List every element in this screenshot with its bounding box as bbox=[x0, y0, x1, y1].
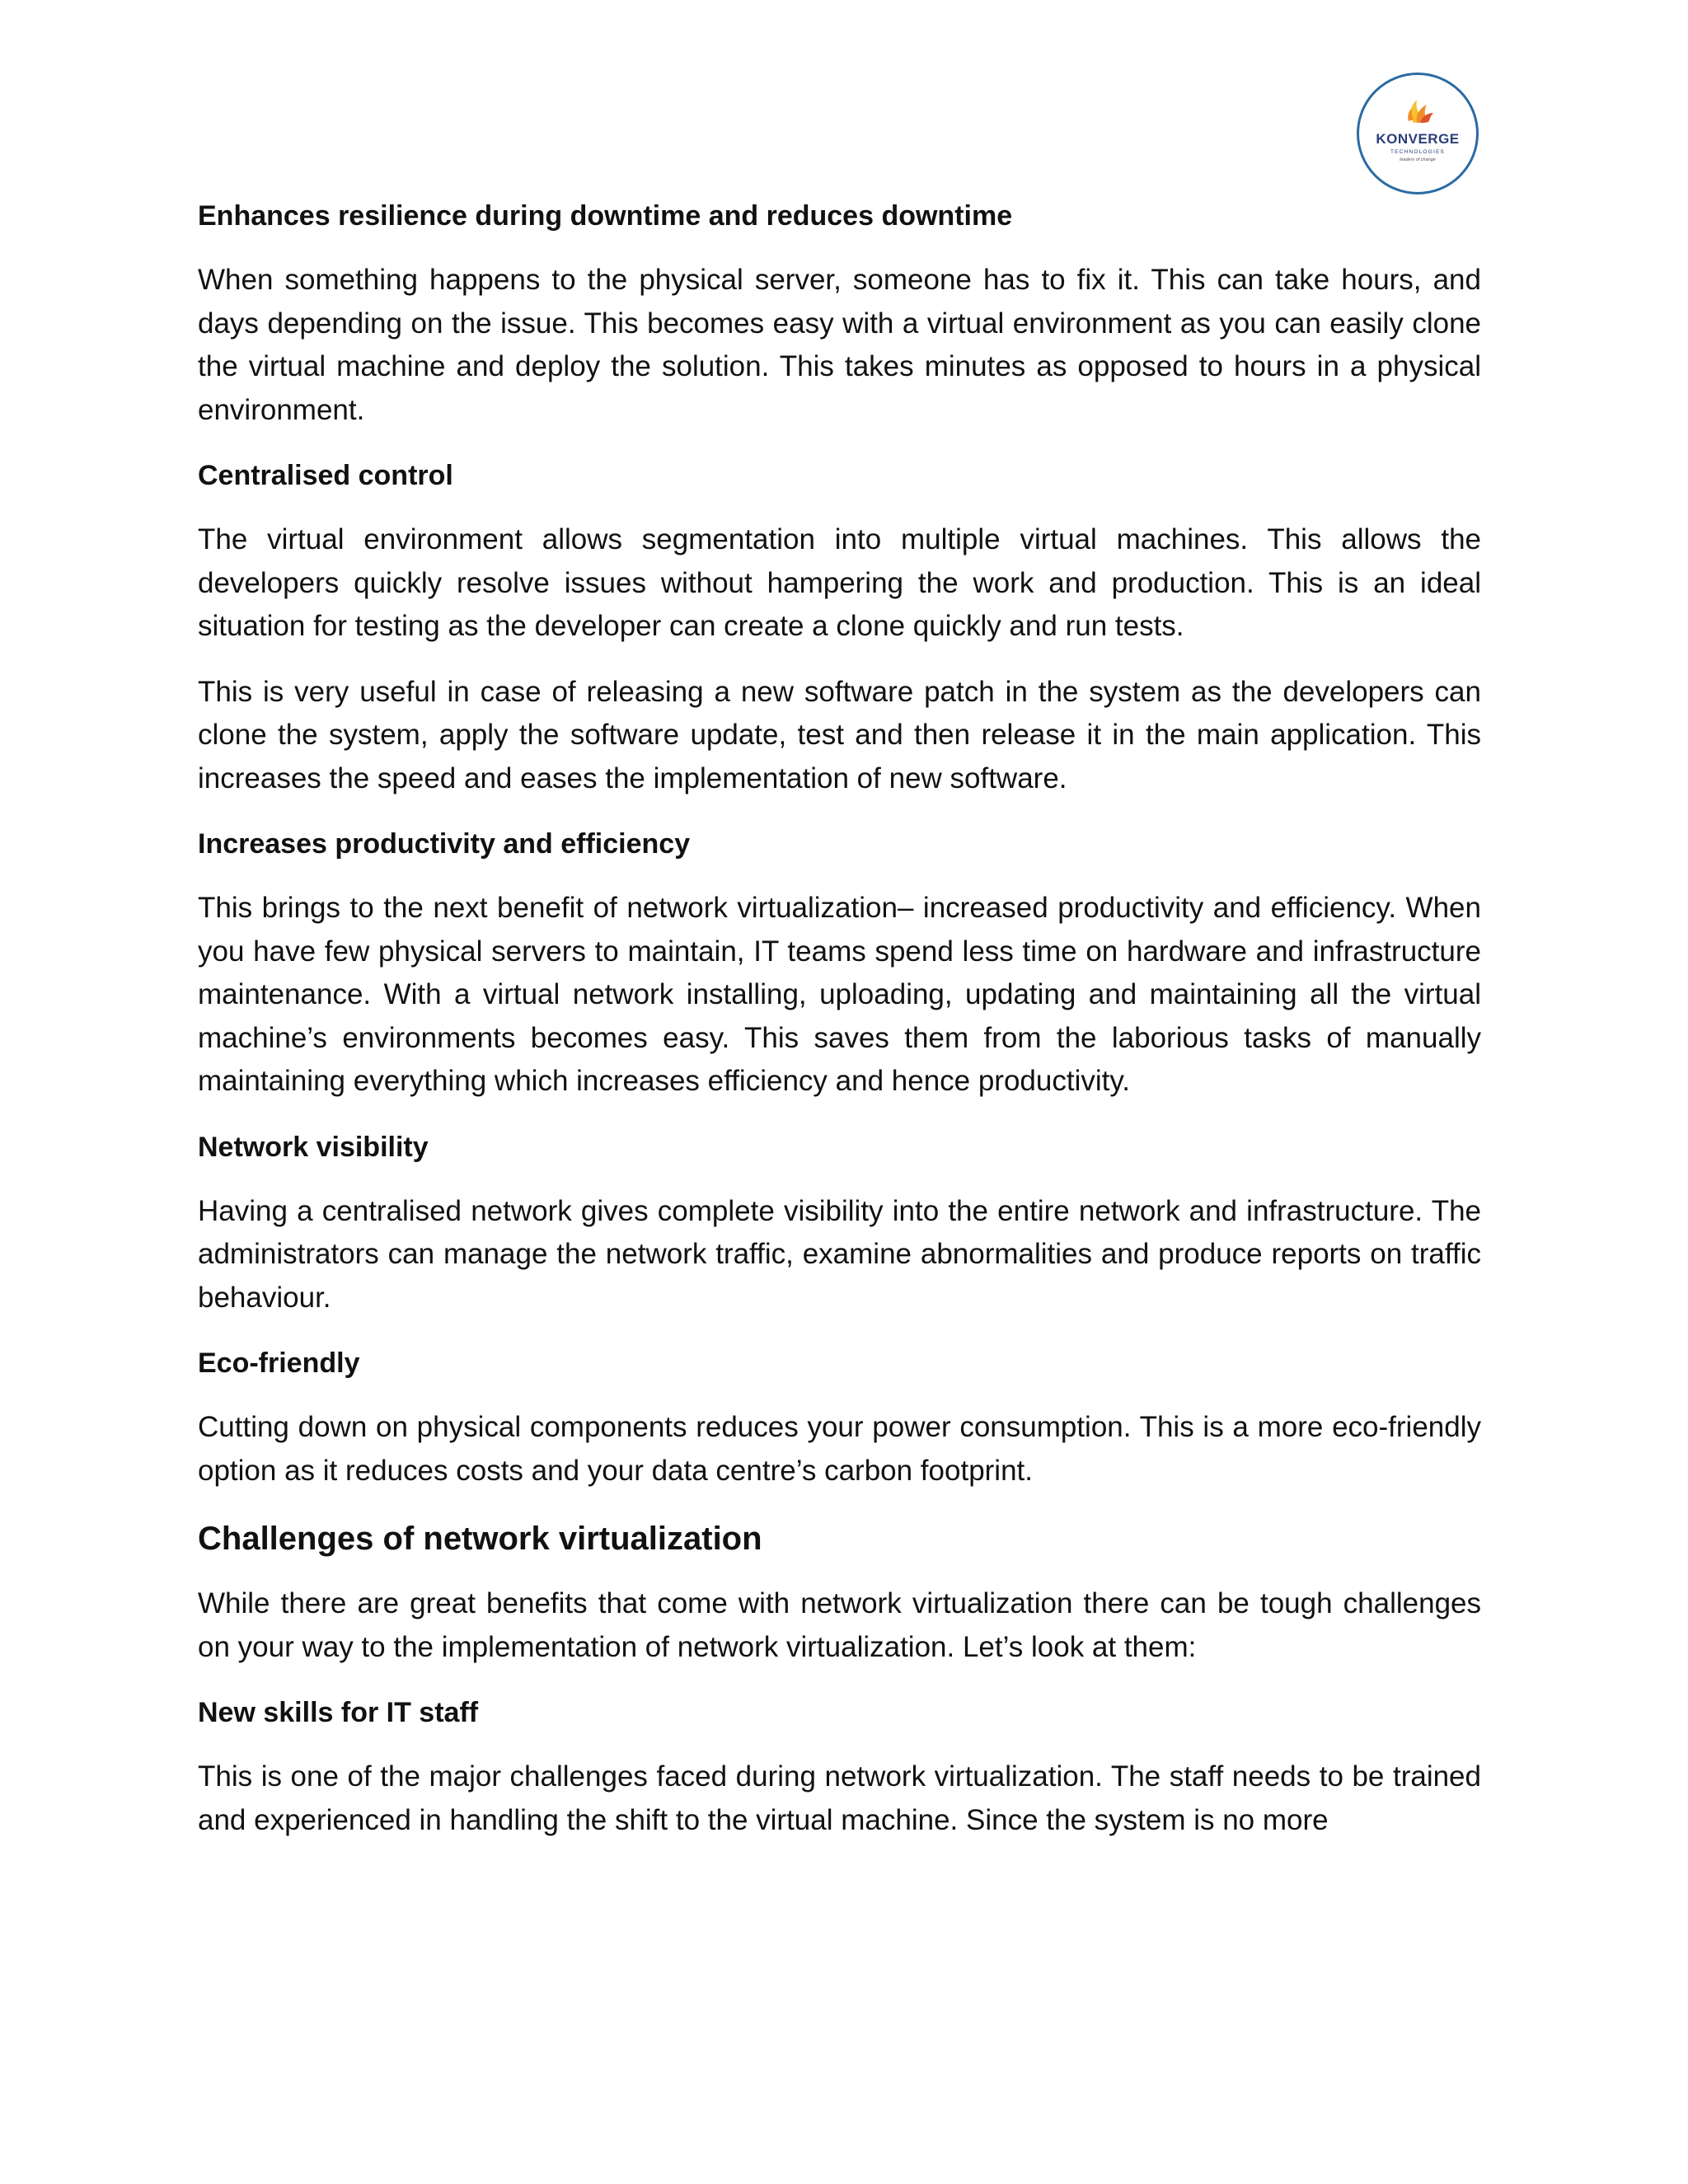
paragraph-centralised-control-1: The virtual environment allows segmentation into multiple virtual machines. This allows the developers quickly resolve issues without hampering the work and production. This is an ideal situation for testing as the developer can create a clone quickly and run tests. bbox=[198, 523, 1481, 642]
paragraph-challenges-intro: While there are great benefits that come with network virtualization there can be tough challenges on your way to the implementation of network virtualization. Let’s look at them: bbox=[198, 1587, 1481, 1663]
paragraph-network-visibility: Having a centralised network gives complete visibility into the entire network and infrastructure. The administrators can manage the network traffic, examine abnormalities and produce reports on traffic behaviour. bbox=[198, 1194, 1481, 1314]
flame-icon bbox=[1408, 100, 1433, 123]
logo-brand: KONVERGE bbox=[1376, 131, 1460, 147]
heading-network-visibility: Network visibility bbox=[198, 1131, 429, 1163]
heading-eco-friendly: Eco-friendly bbox=[198, 1347, 360, 1379]
document-body bbox=[198, 194, 1481, 1864]
paragraph-resilience: When something happens to the physical server, someone has to fix it. This can take hours, and days depending on the issue. This becomes easy with a virtual environment as you can easily clone the virtual machine and deploy the solution. This takes minutes as opposed to hours in a physical environment. bbox=[198, 264, 1481, 426]
paragraph-eco-friendly: Cutting down on physical components reduces your power consumption. This is a more eco-friendly option as it reduces costs and your data centre’s carbon footprint. bbox=[198, 1411, 1481, 1487]
section-title-challenges: Challenges of network virtualization bbox=[198, 1521, 762, 1557]
konverge-logo bbox=[1357, 73, 1479, 194]
konverge-logo-mark bbox=[1359, 75, 1476, 192]
heading-productivity: Increases productivity and efficiency bbox=[198, 828, 691, 860]
paragraph-productivity: This brings to the next benefit of network virtualization– increased productivity and efficiency. When you have few physical servers to maintain, IT teams spend less time on hardware and infrastructure maintenance. With a virtual network installing, uploading, updating and maintaining all the virtual machine’s environments becomes easy. This saves them from the laborious tasks of manually maintaining everything which increases efficiency and hence productivity. bbox=[198, 892, 1481, 1097]
logo-sub: TECHNOLOGIES bbox=[1390, 149, 1446, 155]
heading-centralised-control: Centralised control bbox=[198, 460, 453, 491]
paragraph-centralised-control-2: This is very useful in case of releasing a new software patch in the system as the developers can clone the system, apply the software update, test and then release it in the main application. This increases the speed and eases the implementation of new software. bbox=[198, 675, 1481, 794]
logo-tagline: leaders of change bbox=[1400, 157, 1436, 162]
heading-resilience: Enhances resilience during downtime and reduces downtime bbox=[198, 200, 1013, 232]
paragraph-new-skills: This is one of the major challenges faced during network virtualization. The staff needs to be trained and experienced in handling the shift to the virtual machine. Since the system is no more bbox=[198, 1760, 1481, 1836]
heading-new-skills: New skills for IT staff bbox=[198, 1697, 479, 1728]
